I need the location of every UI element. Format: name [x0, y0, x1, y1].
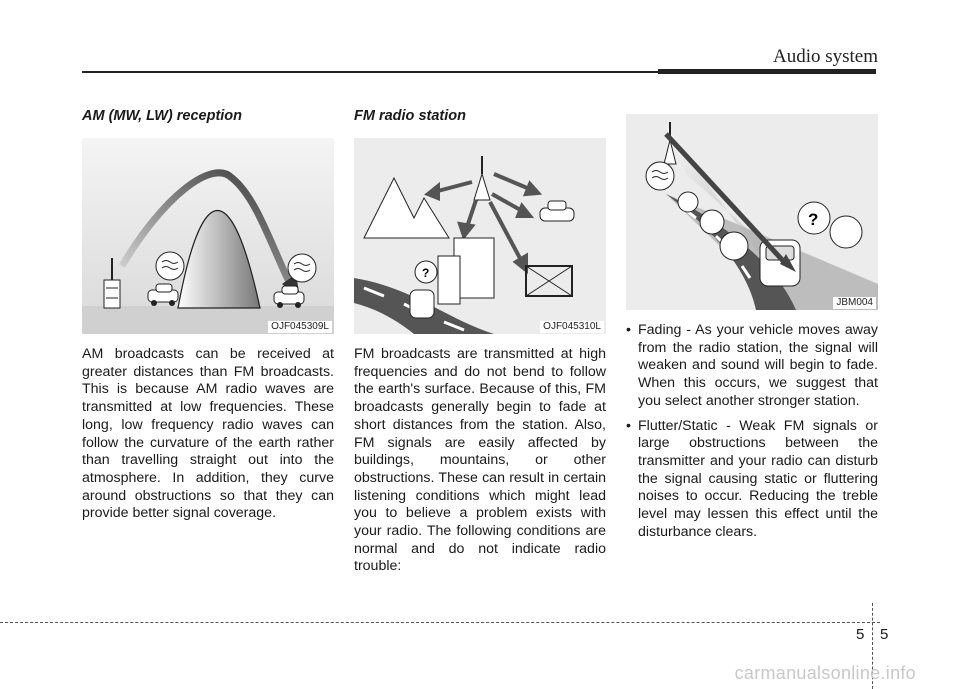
header-title: Audio system	[772, 46, 878, 67]
am-signal-bubble-icon-2	[288, 254, 316, 282]
am-reception-figure	[82, 138, 334, 334]
fading-section	[626, 108, 878, 548]
am-heading: AM (MW, LW) reception	[82, 108, 243, 124]
car-icon-4	[410, 290, 434, 318]
fm-section	[354, 108, 606, 576]
footer-dashed-rule	[0, 622, 880, 623]
watermark-text: carmanualsonline.info	[734, 663, 916, 683]
page-number: 5	[880, 626, 889, 643]
fm-heading: FM radio station	[354, 108, 466, 124]
am-body: AM broadcasts can be received at greater distances than FM broadcasts. This is because AM radio waves are transmitted at low frequencies. These long, low frequency radio waves can follow the curvature of the earth rather than travelling straight out into the atmosphere. In addition, they curve around obstructions so that they can provide better signal coverage.	[82, 346, 334, 522]
fading-illustration	[626, 114, 878, 310]
list-item: • Fading - As your vehicle moves away from the radio station, the signal will weaken and sound will begin to fade. When this occurs, we suggest that you select another stronger station.	[626, 322, 878, 409]
fading-figure-code: JBM004	[833, 297, 876, 309]
fading-signal-bubble-icon	[646, 162, 674, 190]
bullet-icon: •	[626, 322, 631, 338]
car-icon-5	[760, 240, 800, 286]
fm-figure-code: OJF045310L	[540, 321, 604, 333]
am-section	[82, 108, 334, 523]
fm-station-figure	[354, 138, 606, 334]
fm-question-mark: ?	[422, 266, 430, 280]
header-rule-accent	[658, 69, 876, 74]
chapter-number: 5	[856, 626, 865, 643]
am-figure-code: OJF045309L	[268, 321, 332, 333]
fading-question-mark: ?	[808, 210, 819, 229]
am-signal-bubble-icon	[156, 252, 184, 280]
am-illustration	[82, 138, 334, 334]
fm-conditions-list	[626, 322, 878, 541]
fm-illustration	[354, 138, 606, 334]
fm-body: FM broadcasts are transmitted at high frequencies and do not bend to follow the earth's surface. Because of this, FM broadcasts generally begin to fade at short distances from the station. Also, FM signals are easily affected by buildings, mountains, or other obstructions. These can result in certain listening conditions which might lead you to believe a problem exists with your radio. The following conditions are normal and do not indicate radio trouble:	[354, 346, 606, 575]
bullet-icon: •	[626, 417, 631, 434]
fading-figure	[626, 114, 878, 310]
list-item: • Flutter/Static - Weak FM signals or large obstructions between the transmitter and your radio can disturb the signal causing static or fluttering noises to occur. Reducing the treble level may lessen this effect until the disturbance clears.	[626, 417, 878, 540]
